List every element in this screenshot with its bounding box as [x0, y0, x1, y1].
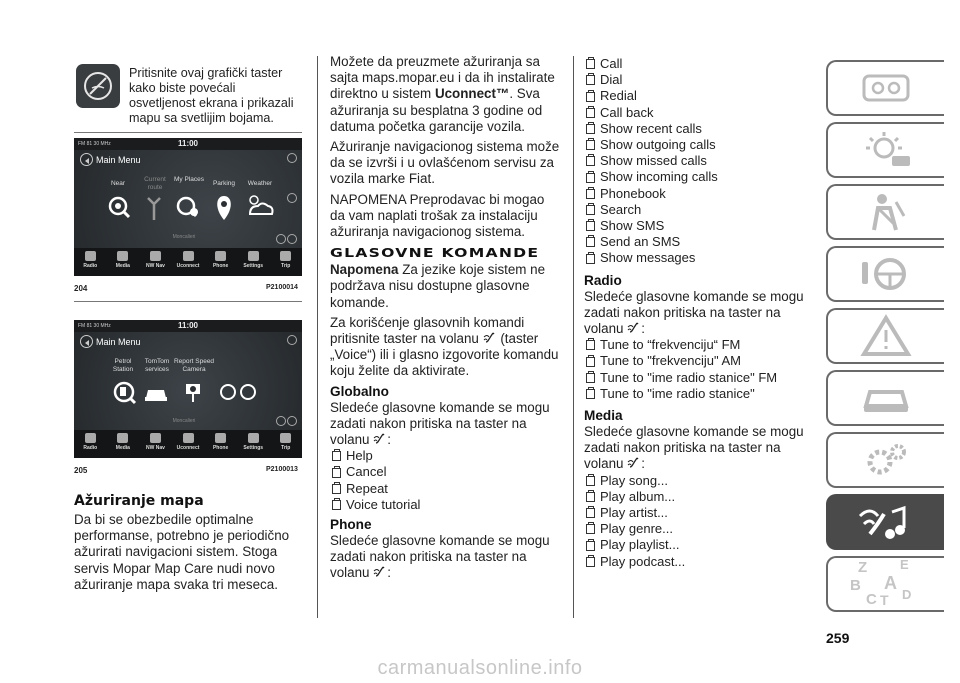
- note-label: Napomena: [330, 262, 399, 278]
- radio-status: FM 81 30 MHz: [78, 141, 111, 147]
- uconnect-icon: [183, 433, 194, 443]
- col1-text-block: [74, 492, 306, 593]
- list-item: Call: [584, 56, 809, 72]
- voice-commands-title: GLASOVNE KOMANDE: [330, 245, 540, 261]
- radio-heading: Radio: [584, 272, 622, 288]
- global-commands-list: [330, 448, 562, 513]
- media-icon: [117, 251, 128, 261]
- list-item: Show missed calls: [584, 153, 809, 169]
- car-front-icon: [856, 376, 916, 420]
- list-item: Tune to "ime radio stanice": [584, 386, 809, 402]
- chapter-tab-lights[interactable]: [826, 122, 944, 178]
- nav-nav[interactable]: NW Nav: [139, 248, 172, 276]
- list-item: Call back: [584, 105, 809, 121]
- near-search-icon[interactable]: [110, 198, 129, 217]
- trip-icon: [280, 251, 291, 261]
- zoom-out-icon[interactable]: [287, 234, 297, 244]
- list-item: Dial: [584, 72, 809, 88]
- column-3: [584, 56, 809, 570]
- phone-commands-list: [584, 56, 809, 267]
- tile-near-label: Near: [110, 180, 126, 187]
- media-commands-list: [584, 473, 809, 570]
- paragraph-service: Ažuriranje navigacionog sistema može da se izvrši i u ovlašćenom servisu za vozila marke Fiat.: [330, 139, 560, 187]
- index-letters-icon: Z E B A C T D: [850, 557, 912, 608]
- intro-text: Pritisnite ovaj grafički taster kako biste povećali osvetljenost ekrana i prikazali mapu sa svetlijim bojama.: [129, 66, 294, 125]
- petrol-pump-icon[interactable]: [115, 383, 135, 403]
- back-arrow-icon[interactable]: [80, 153, 93, 166]
- chapter-tab-safety[interactable]: [826, 184, 944, 240]
- voice-instruction: Za korišćenje glasovnih komandi pritisnite taster na volanu (taster „Voice“) ili i glasno izgovorite komandu koju želite da aktivirate.: [330, 314, 559, 379]
- uconnect-icon: [183, 251, 194, 261]
- media-icon: [117, 433, 128, 443]
- brand-uconnect: Uconnect™: [434, 86, 510, 102]
- radio-text: Sledeće glasovne komande se mogu zadati nakon pritiska na taster na volanu :: [584, 288, 804, 337]
- main-menu-title: Main Menu: [96, 154, 141, 165]
- tile-icons: [74, 374, 302, 410]
- rule-line: [74, 132, 302, 133]
- seatbelt-person-icon: [856, 190, 916, 234]
- voice-steering-button-icon: [373, 432, 387, 446]
- speed-camera-icon[interactable]: [186, 384, 200, 402]
- nav-phone[interactable]: Phone: [204, 248, 237, 276]
- compass-icon: [150, 251, 161, 261]
- chapter-tab-emergency[interactable]: [826, 308, 944, 364]
- tile-weather-label: Weather: [247, 180, 273, 187]
- list-item: Play playlist...: [584, 537, 809, 553]
- list-item: Show SMS: [584, 218, 809, 234]
- rule-line: [74, 301, 302, 302]
- chapter-tab-technical[interactable]: [826, 432, 944, 488]
- tile-my-places-label: My Places: [174, 176, 204, 183]
- main-menu-header[interactable]: [80, 335, 141, 348]
- voice-steering-button-icon: [627, 321, 641, 335]
- clock: 11:00: [177, 139, 199, 148]
- list-item: Tune to "ime radio stanice" FM: [584, 370, 809, 386]
- map-update-text: Da bi se obezbedile optimalne performanse, potrebno je periodično ažurirati navigacioni sistem. Stoga servis Mopar Map Care nudi novo ažuriranje mapa svaka tri meseca.: [74, 512, 290, 592]
- phone-text: Sledeće glasovne komande se mogu zadati nakon pritiska na taster na volanu :: [330, 533, 550, 581]
- bottom-nav-bar: [74, 248, 302, 276]
- media-heading: Media: [584, 408, 623, 424]
- list-item: Tune to "frekvenciju" AM: [584, 353, 809, 369]
- tomtom-car-icon[interactable]: [145, 390, 167, 401]
- figure-code-204: P2100014: [266, 284, 298, 291]
- nav-uconnect[interactable]: Uconnect: [172, 248, 205, 276]
- chapter-tab-starting-driving[interactable]: [826, 246, 944, 302]
- phone-icon: [215, 433, 226, 443]
- voice-steering-button-icon: [627, 456, 641, 470]
- list-item: Help: [330, 448, 562, 464]
- column-divider: [317, 56, 318, 618]
- nav-radio[interactable]: Radio: [74, 430, 107, 458]
- nav-settings[interactable]: Settings: [237, 248, 270, 276]
- radio-icon: [85, 433, 96, 443]
- tile-parking-label: Parking: [212, 180, 236, 187]
- list-item: Cancel: [330, 464, 562, 480]
- nav-settings[interactable]: Settings: [237, 430, 270, 458]
- list-item: Play artist...: [584, 505, 809, 521]
- list-item: Voice tutorial: [330, 497, 562, 513]
- media-text: Sledeće glasovne komande se mogu zadati nakon pritiska na taster na volanu :: [584, 424, 804, 472]
- list-item: Repeat: [330, 481, 562, 497]
- sign-icon[interactable]: [221, 385, 235, 399]
- chapter-tab-maintenance[interactable]: [826, 370, 944, 426]
- list-item: Show outgoing calls: [584, 137, 809, 153]
- list-item: Play song...: [584, 473, 809, 489]
- nav-screen-1: [74, 138, 302, 276]
- radio-commands-list: [584, 337, 809, 402]
- main-menu-header[interactable]: [80, 153, 141, 166]
- chapter-tab-dashboard[interactable]: [826, 60, 944, 116]
- my-places-icon[interactable]: [178, 198, 198, 216]
- global-text: Sledeće glasovne komande se mogu zadati nakon pritiska na taster na volanu :: [330, 399, 550, 448]
- tile-report-speed-camera-label: Report Speed Camera: [173, 358, 215, 373]
- sign-icon[interactable]: [241, 385, 255, 399]
- parking-pin-icon[interactable]: [217, 196, 231, 220]
- multimedia-note-icon: [856, 500, 916, 544]
- warning-triangle-icon: [856, 314, 916, 358]
- gears-icon: [856, 438, 916, 482]
- list-item: Show messages: [584, 250, 809, 266]
- settings-icon: [248, 251, 259, 261]
- warning-lights-icon: [856, 128, 916, 172]
- list-item: Play podcast...: [584, 554, 809, 570]
- nav-uconnect[interactable]: Uconnect: [172, 430, 205, 458]
- phone-icon: [215, 251, 226, 261]
- steering-wheel-icon: [856, 252, 916, 296]
- back-arrow-icon[interactable]: [80, 335, 93, 348]
- list-item: Play album...: [584, 489, 809, 505]
- mute-icon[interactable]: [276, 416, 286, 426]
- figure-code-205: P2100013: [266, 466, 298, 473]
- watermark: carmanualsonline.info: [377, 657, 583, 679]
- paragraph-download: Možete da preuzmete ažuriranja sa sajta maps.mopar.eu i da ih instalirate direktno u sistem Uconnect™. Sva ažuriranja su besplatna 3 godine od datuma početka garancije vozila.: [330, 54, 555, 134]
- zoom-in-icon[interactable]: [287, 335, 297, 345]
- figure-number-205: 205: [74, 466, 88, 475]
- nav-radio[interactable]: Radio: [74, 248, 107, 276]
- column-2: [330, 54, 562, 582]
- settings-icon: [248, 433, 259, 443]
- list-item: Phonebook: [584, 186, 809, 202]
- chapter-tab-multimedia[interactable]: [826, 494, 944, 550]
- language-note: Napomena Za jezike koje sistem ne podržava nisu dostupne glasovne komande.: [330, 262, 546, 310]
- brightness-icon: [76, 64, 120, 108]
- list-item: Play genre...: [584, 521, 809, 537]
- list-item: Send an SMS: [584, 234, 809, 250]
- status-bar: [74, 138, 302, 150]
- nav-trip[interactable]: Trip: [269, 248, 302, 276]
- page-number: 259: [826, 630, 850, 646]
- column-divider: [573, 56, 574, 618]
- nav-screen-2: [74, 320, 302, 458]
- voice-steering-button-icon: [373, 565, 387, 579]
- list-item: Search: [584, 202, 809, 218]
- current-route-icon[interactable]: [148, 198, 160, 220]
- tile-petrol-station-label: Petrol Station: [112, 358, 134, 373]
- status-bar: [74, 320, 302, 332]
- list-item: Redial: [584, 88, 809, 104]
- tile-current-route-label: Current route: [144, 176, 166, 191]
- map-city-label: Moncalieri: [172, 234, 196, 240]
- list-item: Show recent calls: [584, 121, 809, 137]
- main-menu-title: Main Menu: [96, 336, 141, 347]
- weather-cloud-icon[interactable]: [250, 196, 273, 214]
- zoom-in-icon[interactable]: [287, 153, 297, 163]
- clock: 11:00: [177, 321, 199, 330]
- nav-phone[interactable]: Phone: [204, 430, 237, 458]
- chapter-tab-index[interactable]: [826, 556, 944, 612]
- paragraph-note-cost: NAPOMENA Preprodavac bi mogao da vam naplati trošak za instalaciju ažuriranja navigacionog sistema.: [330, 191, 545, 240]
- trip-icon: [280, 433, 291, 443]
- nav-media[interactable]: Media: [107, 430, 140, 458]
- phone-heading: Phone: [330, 517, 372, 533]
- nav-nav[interactable]: NW Nav: [139, 430, 172, 458]
- bottom-nav-bar: [74, 430, 302, 458]
- mute-icon[interactable]: [276, 234, 286, 244]
- nav-trip[interactable]: Trip: [269, 430, 302, 458]
- tile-tomtom-services-label: TomTom services: [144, 358, 170, 373]
- compass-icon: [150, 433, 161, 443]
- radio-status: FM 81 30 MHz: [78, 323, 111, 329]
- list-item: Show incoming calls: [584, 169, 809, 185]
- global-heading: Globalno: [330, 383, 389, 399]
- car-dashboard-icon: [856, 68, 916, 108]
- voice-steering-button-icon: [483, 331, 497, 345]
- radio-icon: [85, 251, 96, 261]
- map-update-heading: Ažuriranje mapa: [74, 493, 204, 509]
- zoom-out-icon[interactable]: [287, 416, 297, 426]
- map-city-label: Moncalieri: [172, 418, 196, 424]
- figure-number-204: 204: [74, 284, 88, 293]
- tile-icons: [74, 190, 302, 230]
- list-item: Tune to “frekvenciju“ FM: [584, 337, 809, 353]
- nav-media[interactable]: Media: [107, 248, 140, 276]
